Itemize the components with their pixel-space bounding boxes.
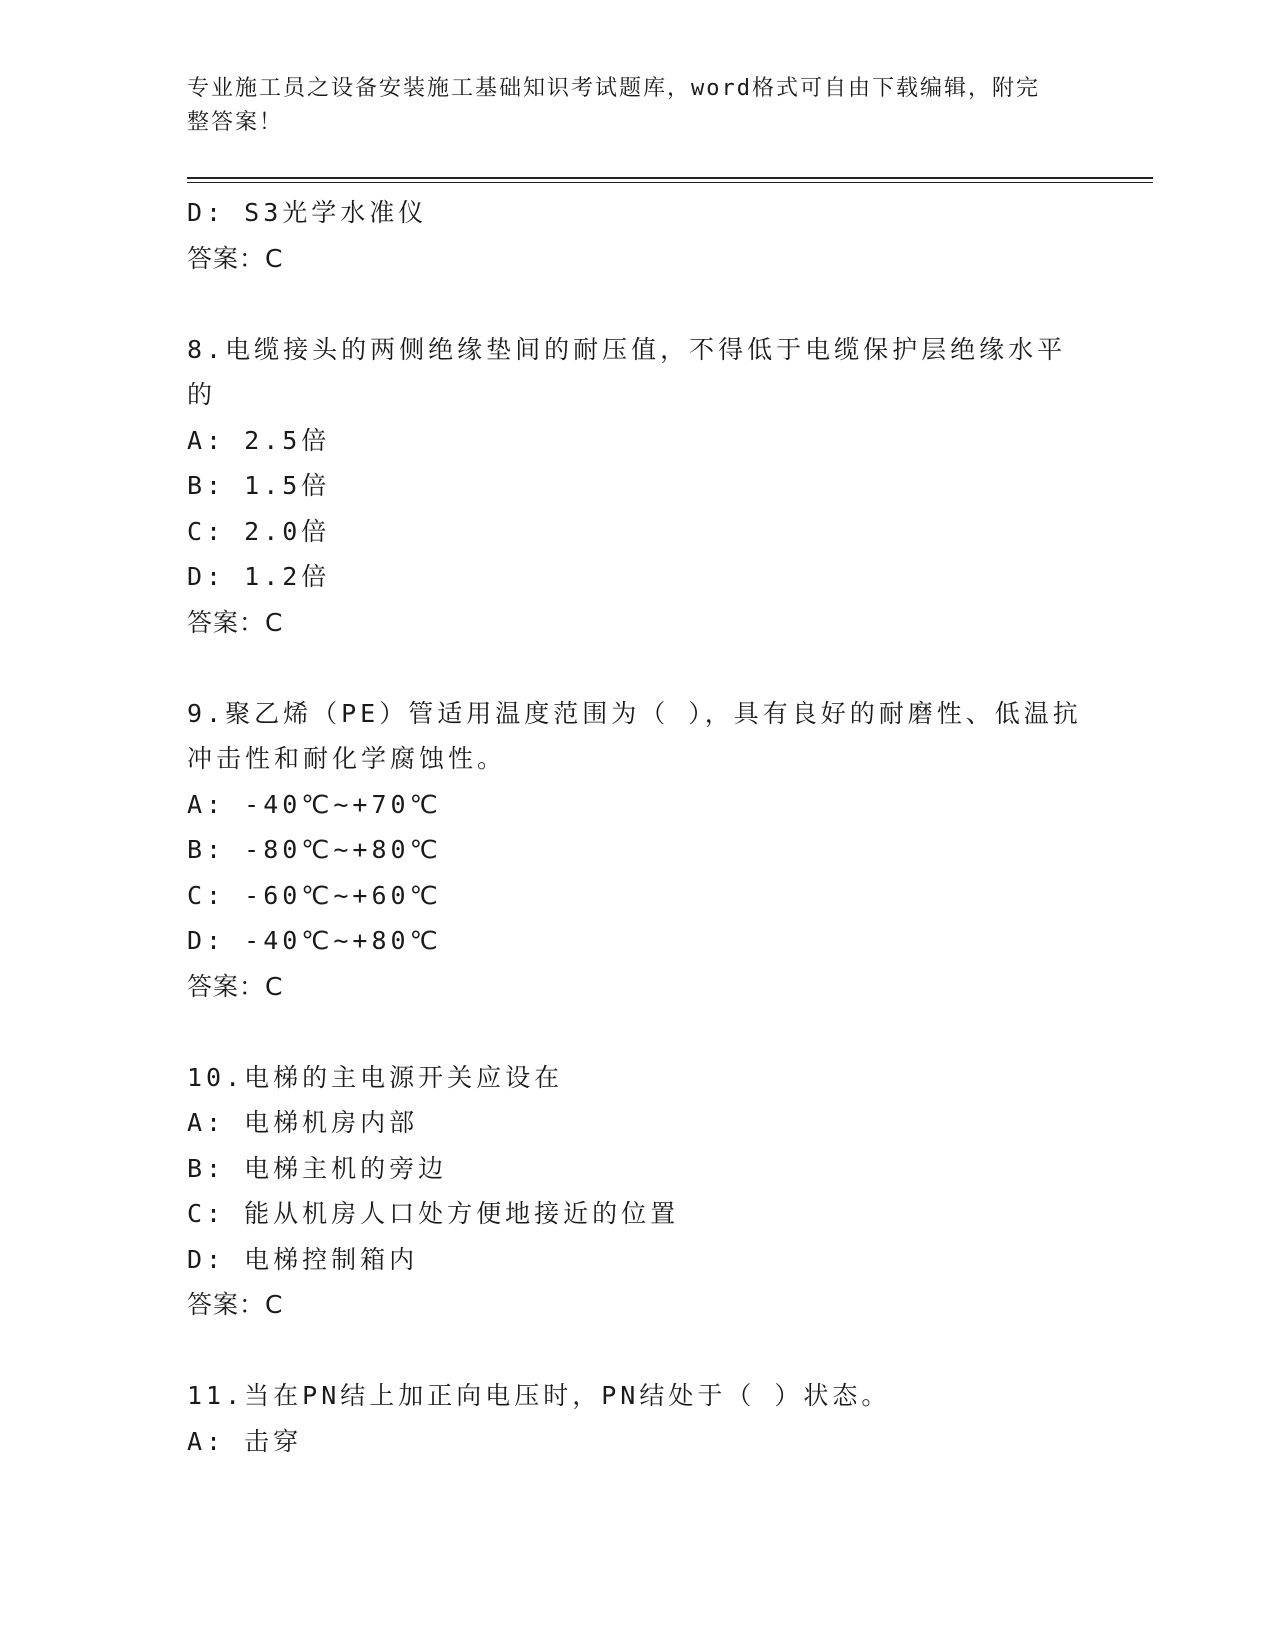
question-9 — [187, 691, 1087, 1010]
spacer — [187, 645, 1087, 691]
option-a: A: 电梯机房内部 — [187, 1108, 419, 1137]
question-stem: 9.聚乙烯（PE）管适用温度范围为（ ），具有良好的耐磨性、低温抗 — [187, 698, 1082, 728]
header-divider-thin — [187, 182, 1153, 183]
option-a: A: 击穿 — [187, 1426, 303, 1456]
option-d: D: 电梯控制箱内 — [187, 1244, 419, 1274]
question-7-tail — [187, 190, 1087, 281]
answer-line: 答案：C — [187, 607, 284, 637]
spacer — [187, 1009, 1087, 1055]
option-d: D: -40℃~+80℃ — [187, 926, 442, 955]
question-stem-continued: 的 — [187, 380, 217, 409]
answer-line: 答案：C — [187, 971, 284, 1001]
question-list — [187, 190, 1087, 1464]
option-a: A: 2.5倍 — [187, 425, 331, 455]
option-d: D: S3光学水准仪 — [187, 198, 428, 227]
option-c: C: 能从机房人口处方便地接近的位置 — [187, 1199, 680, 1228]
option-b: B: 电梯主机的旁边 — [187, 1153, 448, 1183]
option-c: C: -60℃~+60℃ — [187, 880, 442, 910]
question-stem-continued: 冲击性和耐化学腐蚀性。 — [187, 744, 507, 773]
question-stem: 10.电梯的主电源开关应设在 — [187, 1062, 564, 1092]
question-stem: 8.电缆接头的两侧绝缘垫间的耐压值，不得低于电缆保护层绝缘水平 — [187, 334, 1067, 364]
question-stem: 11.当在PN结上加正向电压时，PN结处于（ ）状态。 — [187, 1381, 891, 1410]
question-11 — [187, 1373, 1087, 1464]
spacer — [187, 1328, 1087, 1374]
option-b: B: -80℃~+80℃ — [187, 835, 442, 864]
spacer — [187, 281, 1087, 327]
option-b: B: 1.5倍 — [187, 471, 331, 500]
answer-line: 答案：C — [187, 243, 284, 273]
option-c: C: 2.0倍 — [187, 516, 331, 546]
question-10 — [187, 1055, 1087, 1328]
document-header — [187, 72, 1067, 140]
question-8 — [187, 327, 1087, 646]
header-title-line-1: 专业施工员之设备安装施工基础知识考试题库，word格式可自由下载编辑，附完 — [187, 76, 1040, 101]
option-d: D: 1.2倍 — [187, 562, 331, 591]
header-divider-thick — [187, 177, 1153, 179]
option-a: A: -40℃~+70℃ — [187, 789, 442, 819]
header-title-line-2: 整答案！ — [187, 110, 284, 135]
answer-line: 答案：C — [187, 1290, 284, 1319]
